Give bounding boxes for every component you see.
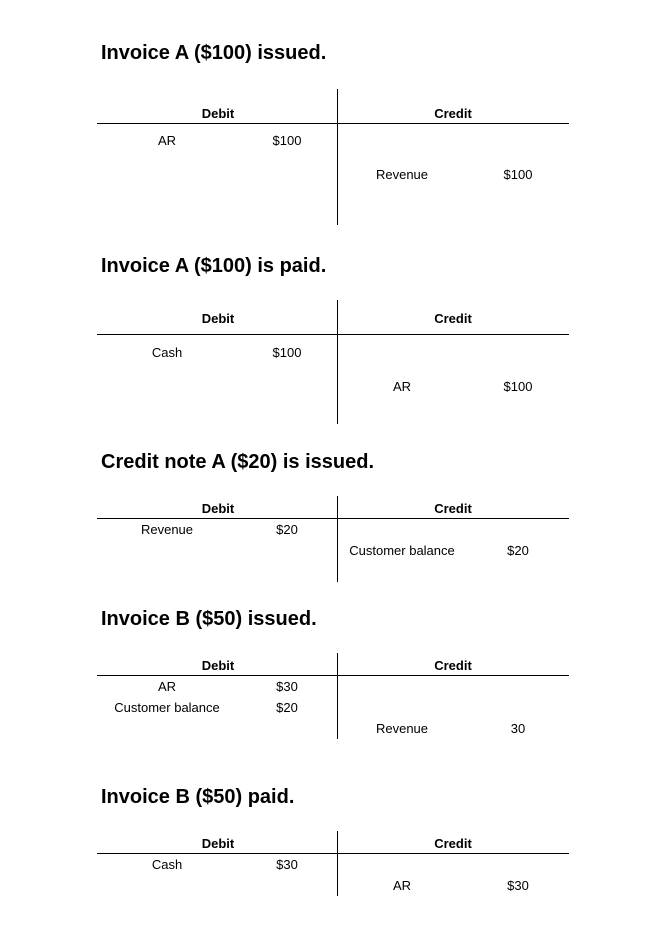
t-account-horizontal-divider — [97, 675, 569, 676]
entry-title: Invoice B ($50) issued. — [101, 608, 317, 630]
t-account — [97, 831, 569, 896]
t-account-vertical-divider — [337, 653, 338, 739]
debit-header: Debit — [201, 658, 235, 673]
debit-amount: $20 — [276, 522, 298, 537]
t-account-vertical-divider — [337, 300, 338, 424]
t-account — [97, 89, 569, 225]
debit-account: Cash — [151, 857, 183, 872]
credit-account: Customer balance — [349, 543, 455, 558]
credit-account: AR — [392, 379, 412, 394]
t-account — [97, 653, 569, 739]
debit-account: Revenue — [140, 522, 194, 537]
t-account — [97, 300, 569, 424]
debit-header: Debit — [201, 106, 235, 121]
t-account-vertical-divider — [337, 831, 338, 896]
entry-title: Invoice A ($100) issued. — [101, 42, 327, 64]
debit-account: AR — [157, 133, 177, 148]
credit-amount: $30 — [507, 878, 529, 893]
entry-title: Invoice B ($50) paid. — [101, 786, 295, 808]
entry-title: Invoice A ($100) is paid. — [101, 255, 327, 277]
credit-header: Credit — [434, 311, 472, 326]
debit-amount: $100 — [272, 345, 302, 360]
t-account-vertical-divider — [337, 89, 338, 225]
credit-header: Credit — [434, 658, 472, 673]
credit-header: Credit — [434, 836, 472, 851]
credit-amount: $100 — [503, 167, 533, 182]
entry-title: Credit note A ($20) is issued. — [101, 451, 375, 473]
t-account-vertical-divider — [337, 496, 338, 582]
debit-amount: $100 — [272, 133, 302, 148]
t-account-horizontal-divider — [97, 518, 569, 519]
debit-account: AR — [157, 679, 177, 694]
debit-header: Debit — [201, 311, 235, 326]
credit-header: Credit — [434, 501, 472, 516]
debit-amount: $30 — [276, 679, 298, 694]
debit-header: Debit — [201, 836, 235, 851]
t-account-horizontal-divider — [97, 123, 569, 124]
debit-header: Debit — [201, 501, 235, 516]
credit-amount: $20 — [507, 543, 529, 558]
t-account — [97, 496, 569, 582]
credit-amount: 30 — [510, 721, 526, 736]
credit-amount: $100 — [503, 379, 533, 394]
t-account-horizontal-divider — [97, 853, 569, 854]
credit-account: AR — [392, 878, 412, 893]
debit-amount: $30 — [276, 857, 298, 872]
t-account-horizontal-divider — [97, 334, 569, 335]
credit-header: Credit — [434, 106, 472, 121]
credit-account: Revenue — [375, 167, 429, 182]
debit-account: Cash — [151, 345, 183, 360]
debit-amount: $20 — [276, 700, 298, 715]
credit-account: Revenue — [375, 721, 429, 736]
debit-account: Customer balance — [114, 700, 220, 715]
